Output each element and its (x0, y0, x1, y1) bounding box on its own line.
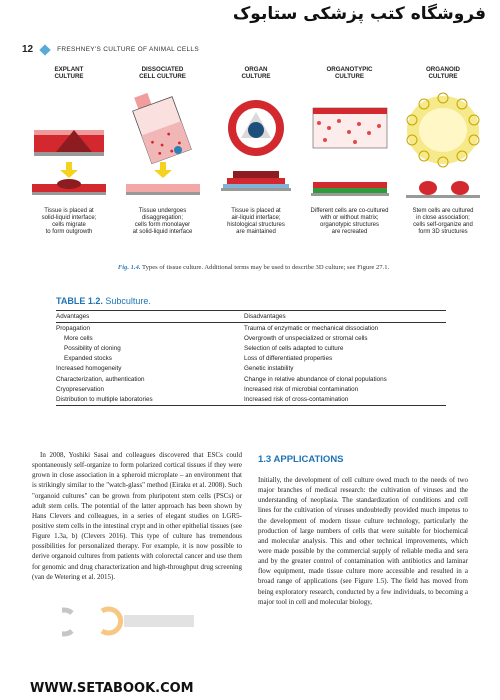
advantage-cell: Cryopreservation (56, 385, 104, 393)
advantage-cell: Increased homogeneity (56, 365, 122, 373)
advantage-cell: Propagation (56, 324, 90, 332)
panel-organoid (400, 66, 486, 236)
table-header-row (56, 311, 446, 323)
panel-title: ORGANOID CULTURE (425, 66, 461, 81)
site-url: WWW.SETABOOK.COM (30, 681, 194, 696)
panel-caption: Tissue is placed at solid-liquid interface; cells migrate to form outgrowth (41, 208, 97, 235)
table-row (56, 354, 446, 364)
advantage-cell: More cells (64, 334, 93, 342)
setabook-logo-icon (62, 605, 202, 637)
table-row (56, 333, 446, 343)
diamond-icon (39, 44, 50, 55)
section-heading: 1.3 APPLICATIONS (258, 454, 344, 465)
advantage-cell: Characterization, authentication (56, 375, 145, 383)
book-title: FRESHNEY'S CULTURE OF ANIMAL CELLS (57, 46, 199, 53)
table-label: TABLE 1.2. (56, 296, 103, 306)
watermark-text: فروشگاه کتب پزشکی ستابوک (232, 4, 486, 24)
applications-section (258, 454, 468, 607)
table-header-disadvantages: Disadvantages (244, 311, 446, 323)
panel-title: EXPLANT CULTURE (54, 66, 84, 81)
table-row (56, 374, 446, 384)
page-number: 12 (22, 44, 34, 55)
panel-title: ORGAN CULTURE (241, 66, 271, 81)
running-head (22, 44, 199, 55)
disadvantage-cell: Change in relative abundance of clonal populations (244, 375, 387, 383)
table-header-advantages: Advantages (56, 311, 244, 323)
disadvantage-cell: Trauma of enzymatic or mechanical dissociation (244, 324, 379, 332)
table-row (56, 394, 446, 405)
figure-caption-text: Types of tissue culture. Additional terms may be used to describe 3D culture; see Figure 27.1. (140, 264, 390, 271)
figure-caption (26, 264, 481, 271)
organoid-culture-illustration (400, 88, 486, 206)
advantage-cell: Possibility of cloning (64, 344, 121, 352)
dissociated-culture-illustration (120, 88, 206, 206)
panel-caption: Stem cells are cultured in close association; cells self-organize and form 3D structures (412, 208, 474, 235)
panel-caption: Tissue undergoes disaggregation; cells form monolayer at solid-liquid interface (132, 208, 193, 235)
organ-culture-illustration (213, 88, 299, 206)
explant-culture-illustration (26, 88, 112, 206)
disadvantage-cell: Loss of differentiated properties (244, 355, 333, 363)
disadvantage-cell: Selection of cells adapted to culture (244, 344, 344, 352)
panel-caption: Different cells are co-cultured with or without matrix; organotypic structures are recreated (310, 208, 389, 235)
table-row (56, 364, 446, 374)
body-text-left: In 2008, Yoshiki Sasai and colleagues discovered that ESCs could spontaneously self-organize to form polarized cortical tissues if they were grown in close association in a spheroid microplate – an environment that is strikingly similar to the "watch-glass" method (Eiraku et al. 2008). Such "organoid cultures" can be grown from pluripotent stem cells (PSCs) or adult stem cells. The potential of the latter approach has been shown by Hans Clevers and colleagues, in a series of elegant studies on LGR5-positive stem cells in the intestinal crypt and in other epithelial tissues (see Figure 1.3a, b) (Clevers 2016). This type of culture has tremendous possibilities for personalized therapy. For example, it is now possible to derive organoid cultures from patients with colorectal cancer and use them for genomic and drug characterization and high-throughput drug screening (van de Wetering et al. 2015). (32, 451, 242, 581)
panel-caption: Tissue is placed at air-liquid interface; histological structures are maintained (227, 208, 285, 235)
panel-organ (213, 66, 299, 236)
panel-dissociated (120, 66, 206, 236)
advantage-cell: Expanded stocks (64, 355, 112, 363)
body-text-right: Initially, the development of cell culture owed much to the needs of two major branches of medical research: the cultivation of viruses and the understanding of neoplasia. The standardization of conditions and cell lines for the cultivation of viruses undoubtedly provided much impetus to the development of modern tissue culture technology, particularly the production of large numbers of cells that were suitable for biochemical and molecular analysis. This and other technical improvements, which were made possible by the commercial supply of reliable media and sera and by the greater control of contamination with antibiotics and laminar flow equipment, made tissue culture more accessible and resulted in a broad range of applications (see Figure 1.5). The field has moved from being exploratory research, conducted by a few individuals, to becoming a major tool in cell and molecular biology, (258, 476, 468, 606)
advantage-cell: Distribution to multiple laboratories (56, 394, 244, 405)
organotypic-culture-illustration (307, 88, 393, 206)
disadvantage-cell: Increased risk of cross-contamination (244, 394, 446, 405)
panel-title: ORGANOTYPIC CULTURE (326, 66, 373, 81)
disadvantage-cell: Increased risk of microbial contamination (244, 385, 359, 393)
table-row (56, 343, 446, 353)
disadvantage-cell: Genetic instability (244, 365, 294, 373)
table-title-text: Subculture. (102, 296, 151, 306)
panel-title: DISSOCIATED CELL CULTURE (139, 66, 186, 81)
subculture-table (56, 310, 446, 406)
disadvantage-cell: Overgrowth of unspecialized or stromal cells (244, 334, 368, 342)
figure-label: Fig. 1.4. (117, 264, 141, 271)
table-row (56, 323, 446, 334)
panel-explant (26, 66, 112, 236)
panel-organotypic (307, 66, 393, 236)
table-title (56, 296, 151, 306)
table-row (56, 384, 446, 394)
figure-panels (26, 66, 486, 236)
